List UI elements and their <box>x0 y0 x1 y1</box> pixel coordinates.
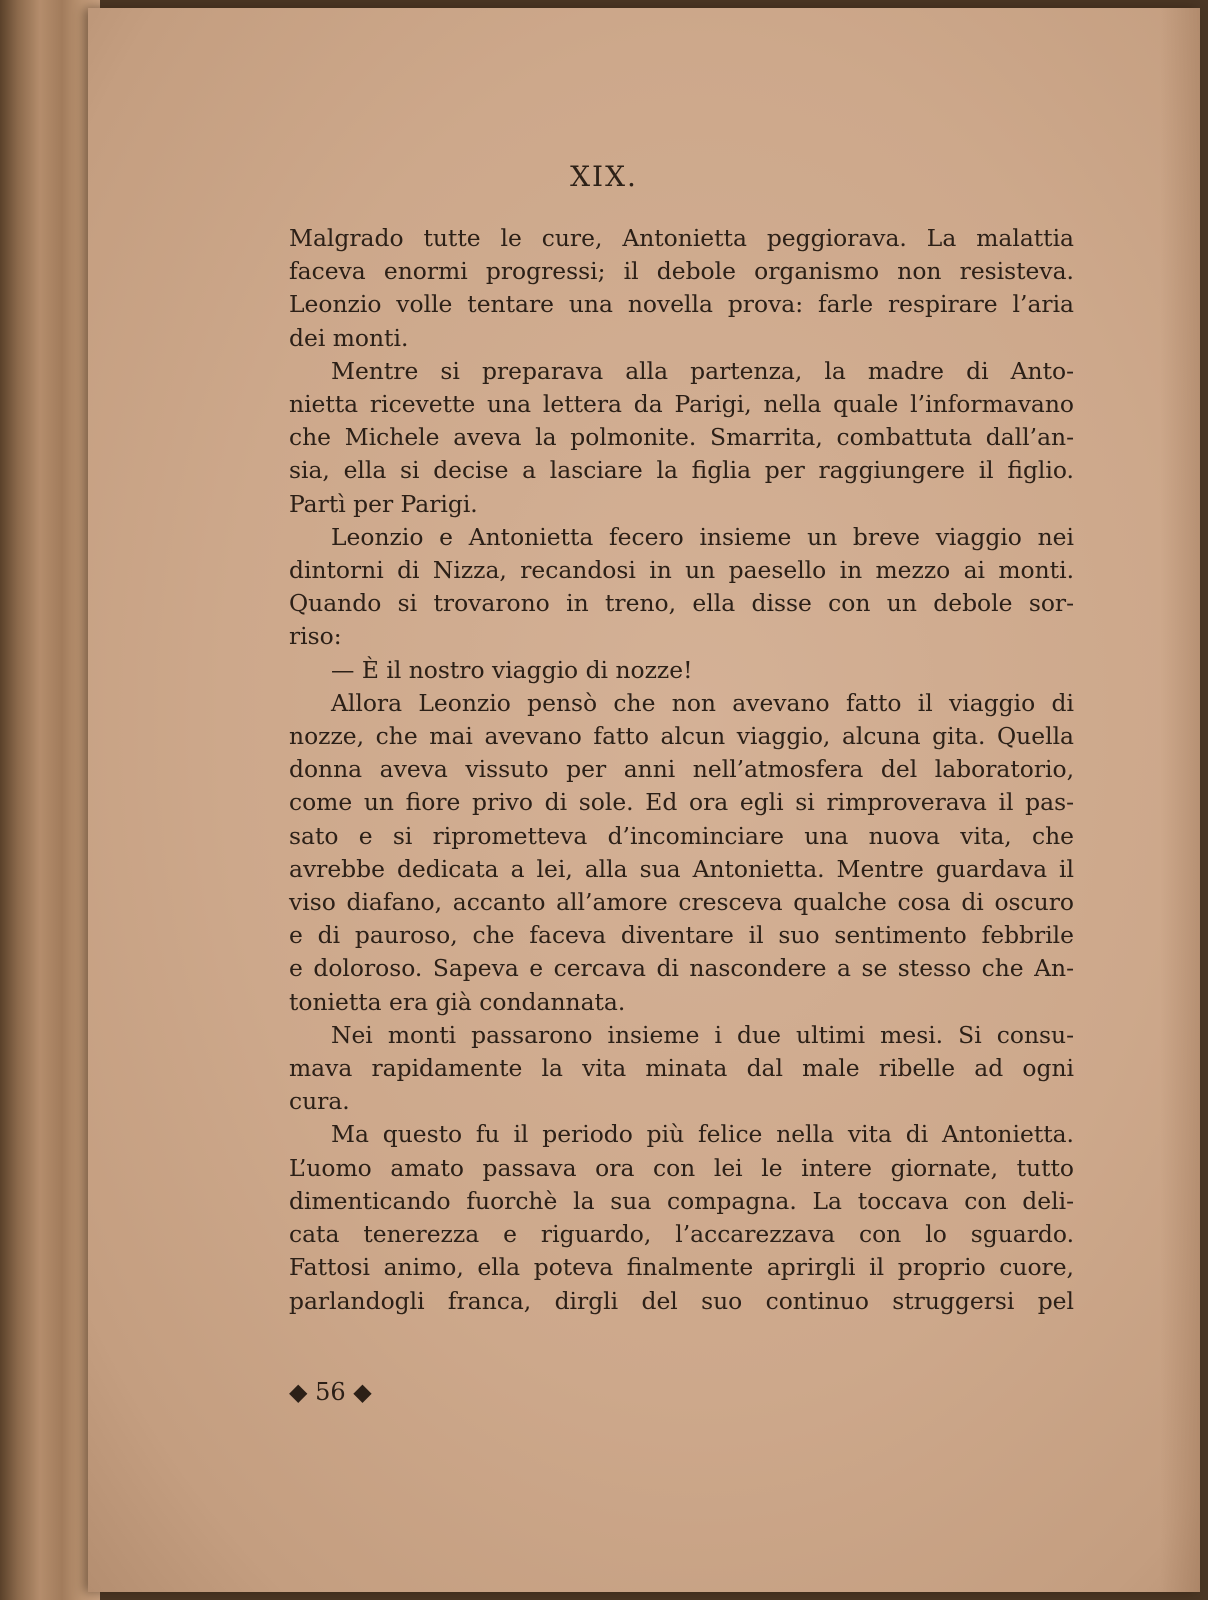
text-line: viso diafano, accanto all’amore cresceva qualche cosa di oscuro <box>289 888 1074 917</box>
body-text <box>289 222 1074 1318</box>
text-line: Mentre si preparava alla partenza, la madre di Anto- <box>331 356 1074 385</box>
text-line: dimenticando fuorchè la sua compagna. La toccava con deli- <box>289 1186 1074 1215</box>
text-line: mava rapidamente la vita minata dal male ribelle ad ogni <box>289 1054 1074 1083</box>
text-line: che Michele aveva la polmonite. Smarrita, combattuta dall’an- <box>289 423 1074 452</box>
text-line: cura. <box>289 1087 350 1116</box>
text-line: tonietta era già condannata. <box>289 987 626 1016</box>
text-line: sato e si riprometteva d’incominciare una nuova vita, che <box>289 821 1074 850</box>
text-line: avrebbe dedicata a lei, alla sua Antonietta. Mentre guardava il <box>289 854 1074 883</box>
text-line: e doloroso. Sapeva e cercava di nascondere a se stesso che An- <box>289 954 1074 983</box>
text-line: Nei monti passarono insieme i due ultimi mesi. Si consu- <box>331 1020 1074 1049</box>
text-line: Leonzio volle tentare una novella prova: farle respirare l’aria <box>289 290 1074 319</box>
text-line: dei monti. <box>289 323 409 352</box>
text-line: sia, ella si decise a lasciare la figlia per raggiungere il figlio. <box>289 456 1074 485</box>
text-line: Allora Leonzio pensò che non avevano fatto il viaggio di <box>331 688 1074 717</box>
chapter-heading: XIX. <box>570 160 638 193</box>
text-line: Ma questo fu il periodo più felice nella vita di Antonietta. <box>331 1120 1074 1149</box>
text-line: Leonzio e Antonietta fecero insieme un breve viaggio nei <box>331 522 1074 551</box>
text-line: — È il nostro viaggio di nozze! <box>331 655 693 684</box>
text-line: Malgrado tutte le cure, Antonietta peggiorava. La malattia <box>289 224 1074 252</box>
text-line: come un fiore privo di sole. Ed ora egli si rimproverava il pas- <box>289 788 1074 817</box>
text-line: Quando si trovarono in treno, ella disse con un debole sor- <box>289 589 1074 618</box>
text-line: Partì per Parigi. <box>289 489 478 518</box>
text-line: parlandogli franca, dirgli del suo continuo struggersi pel <box>289 1286 1074 1315</box>
text-line: nietta ricevette una lettera da Parigi, nella quale l’informavano <box>289 390 1074 419</box>
text-line: L’uomo amato passava ora con lei le intere giornate, tutto <box>289 1153 1074 1182</box>
page-shadow-edge <box>1160 8 1200 1592</box>
text-line: donna aveva vissuto per anni nell’atmosfera del laboratorio, <box>289 755 1074 784</box>
text-line: Fattosi animo, ella poteva finalmente aprirgli il proprio cuore, <box>289 1253 1074 1282</box>
text-line: dintorni di Nizza, recandosi in un paesello in mezzo ai monti. <box>289 556 1074 585</box>
page-number: ◆ 56 ◆ <box>289 1378 372 1406</box>
book-spine-edge <box>0 0 100 1600</box>
text-line: e di pauroso, che faceva diventare il suo sentimento febbrile <box>289 921 1074 950</box>
text-line: nozze, che mai avevano fatto alcun viaggio, alcuna gita. Quella <box>289 722 1074 751</box>
text-line: cata tenerezza e riguardo, l’accarezzava con lo sguardo. <box>289 1220 1074 1249</box>
text-line: riso: <box>289 622 342 651</box>
text-line: faceva enormi progressi; il debole organismo non resisteva. <box>289 257 1074 286</box>
